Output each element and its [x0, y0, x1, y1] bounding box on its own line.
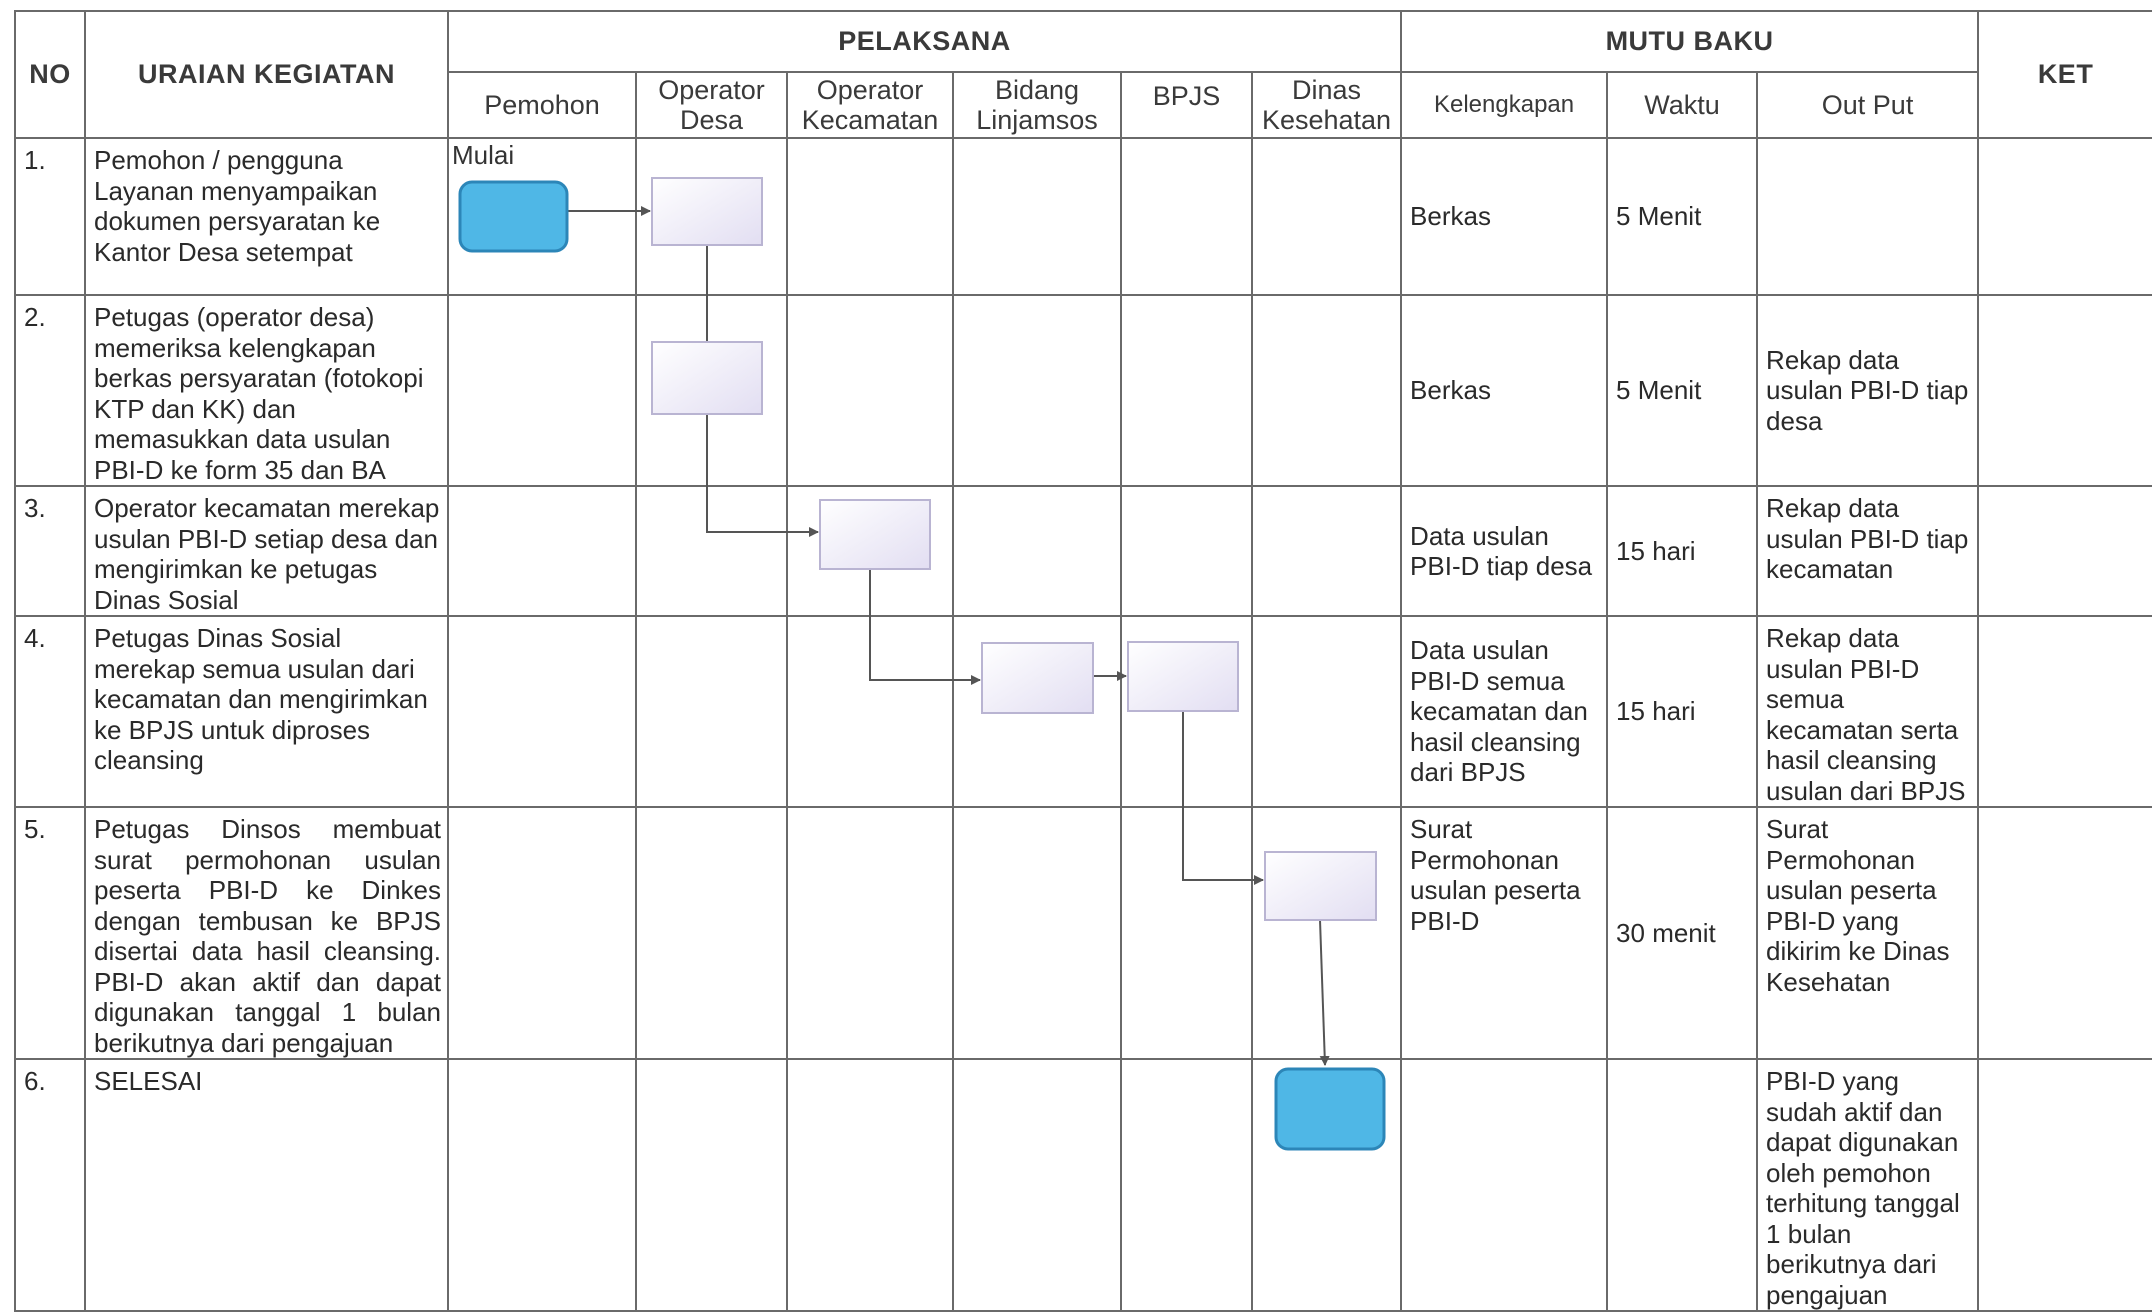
row-waktu: [1607, 1059, 1757, 1311]
row-output: Rekap data usulan PBI-D tiap kecamatan: [1757, 486, 1978, 616]
row-uraian: Pemohon / pengguna Layanan menyampaikan dokumen persyaratan ke Kantor Desa setempat: [85, 138, 448, 295]
cell-pemohon: [448, 616, 636, 807]
row-kelengkapan: [1401, 1059, 1607, 1311]
cell-bpjs: [1121, 616, 1252, 807]
cell-bpjs: [1121, 1059, 1252, 1311]
cell-bidang-linjamsos: [953, 1059, 1121, 1311]
header-operator-kecamatan: Operator Kecamatan: [787, 72, 953, 138]
cell-dinas-kesehatan: [1252, 138, 1401, 295]
cell-bpjs: [1121, 138, 1252, 295]
cell-dinas-kesehatan: [1252, 807, 1401, 1059]
cell-operator-kecamatan: [787, 138, 953, 295]
cell-bpjs: [1121, 486, 1252, 616]
header-pemohon: Pemohon: [448, 72, 636, 138]
row-output: [1757, 138, 1978, 295]
cell-dinas-kesehatan: [1252, 486, 1401, 616]
table-row: [15, 138, 2152, 295]
cell-pemohon: [448, 807, 636, 1059]
header-pelaksana: PELAKSANA: [448, 11, 1401, 72]
row-ket: [1978, 616, 2152, 807]
header-operator-desa: Operator Desa: [636, 72, 787, 138]
header-mutu-baku: MUTU BAKU: [1401, 11, 1978, 72]
row-kelengkapan: Data usulan PBI-D semua kecamatan dan hasil cleansing dari BPJS: [1401, 616, 1607, 807]
cell-bpjs: [1121, 807, 1252, 1059]
row-number: 1.: [15, 138, 85, 295]
row-waktu: 30 menit: [1607, 807, 1757, 1059]
cell-operator-kecamatan: [787, 1059, 953, 1311]
cell-operator-desa: [636, 138, 787, 295]
cell-operator-kecamatan: [787, 616, 953, 807]
cell-dinas-kesehatan: [1252, 295, 1401, 486]
row-waktu: 5 Menit: [1607, 295, 1757, 486]
row-uraian: SELESAI: [85, 1059, 448, 1311]
row-number: 6.: [15, 1059, 85, 1311]
row-output: Rekap data usulan PBI-D tiap desa: [1757, 295, 1978, 486]
header-dinas-kesehatan: Dinas Kesehatan: [1252, 72, 1401, 138]
row-ket: [1978, 138, 2152, 295]
cell-operator-desa: [636, 616, 787, 807]
cell-pemohon: [448, 295, 636, 486]
start-label: Mulai: [452, 140, 515, 170]
cell-bpjs: [1121, 295, 1252, 486]
row-uraian: Petugas Dinas Sosial merekap semua usulan dari kecamatan dan mengirimkan ke BPJS untuk diproses cleansing: [85, 616, 448, 807]
header-waktu: Waktu: [1607, 72, 1757, 138]
cell-operator-kecamatan: [787, 486, 953, 616]
header-bidang-linjamsos: Bidang Linjamsos: [953, 72, 1121, 138]
row-kelengkapan: Berkas: [1401, 138, 1607, 295]
cell-operator-desa: [636, 486, 787, 616]
header-bpjs: BPJS: [1121, 72, 1252, 138]
cell-bidang-linjamsos: [953, 616, 1121, 807]
row-waktu: 5 Menit: [1607, 138, 1757, 295]
cell-operator-kecamatan: [787, 295, 953, 486]
row-output: Surat Permohonan usulan peserta PBI-D yang dikirim ke Dinas Kesehatan: [1757, 807, 1978, 1059]
row-number: 5.: [15, 807, 85, 1059]
row-ket: [1978, 295, 2152, 486]
cell-dinas-kesehatan: [1252, 1059, 1401, 1311]
row-uraian: Operator kecamatan merekap usulan PBI-D setiap desa dan mengirimkan ke petugas Dinas Sosial: [85, 486, 448, 616]
sop-table: [14, 10, 2152, 1312]
row-number: 2.: [15, 295, 85, 486]
cell-bidang-linjamsos: [953, 295, 1121, 486]
row-number: 3.: [15, 486, 85, 616]
row-kelengkapan: Surat Permohonan usulan peserta PBI-D: [1401, 807, 1607, 1059]
row-output: Rekap data usulan PBI-D semua kecamatan serta hasil cleansing usulan dari BPJS: [1757, 616, 1978, 807]
header-ket: KET: [1978, 11, 2152, 138]
cell-bidang-linjamsos: [953, 486, 1121, 616]
cell-pemohon: [448, 486, 636, 616]
row-kelengkapan: Berkas: [1401, 295, 1607, 486]
cell-pemohon: [448, 138, 636, 295]
row-uraian: Petugas Dinsos membuat surat permohonan usulan peserta PBI-D ke Dinkes dengan tembusan ke BPJS disertai data hasil cleansing. PBI-D akan aktif dan dapat digunakan tanggal 1 bulan berikutnya dari pengajuan: [85, 807, 448, 1059]
cell-operator-kecamatan: [787, 807, 953, 1059]
table-row: [15, 486, 2152, 616]
row-ket: [1978, 1059, 2152, 1311]
table-row: [15, 616, 2152, 807]
cell-operator-desa: [636, 295, 787, 486]
cell-operator-desa: [636, 807, 787, 1059]
header-output: Out Put: [1757, 72, 1978, 138]
row-kelengkapan: Data usulan PBI-D tiap desa: [1401, 486, 1607, 616]
cell-pemohon: [448, 1059, 636, 1311]
row-waktu: 15 hari: [1607, 616, 1757, 807]
row-ket: [1978, 486, 2152, 616]
header-uraian-kegiatan: URAIAN KEGIATAN: [85, 11, 448, 138]
cell-dinas-kesehatan: [1252, 616, 1401, 807]
row-ket: [1978, 807, 2152, 1059]
row-uraian: Petugas (operator desa) memeriksa kelengkapan berkas persyaratan (fotokopi KTP dan KK) dan memasukkan data usulan PBI-D ke form 35 dan BA: [85, 295, 448, 486]
table-row: [15, 295, 2152, 486]
header-kelengkapan: Kelengkapan: [1401, 72, 1607, 138]
table-row: [15, 1059, 2152, 1311]
table-row: [15, 807, 2152, 1059]
row-number: 4.: [15, 616, 85, 807]
cell-bidang-linjamsos: [953, 807, 1121, 1059]
cell-operator-desa: [636, 1059, 787, 1311]
row-waktu: 15 hari: [1607, 486, 1757, 616]
cell-bidang-linjamsos: [953, 138, 1121, 295]
header-no: NO: [15, 11, 85, 138]
row-output: PBI-D yang sudah aktif dan dapat digunakan oleh pemohon terhitung tanggal 1 bulan berikutnya dari pengajuan: [1757, 1059, 1978, 1311]
